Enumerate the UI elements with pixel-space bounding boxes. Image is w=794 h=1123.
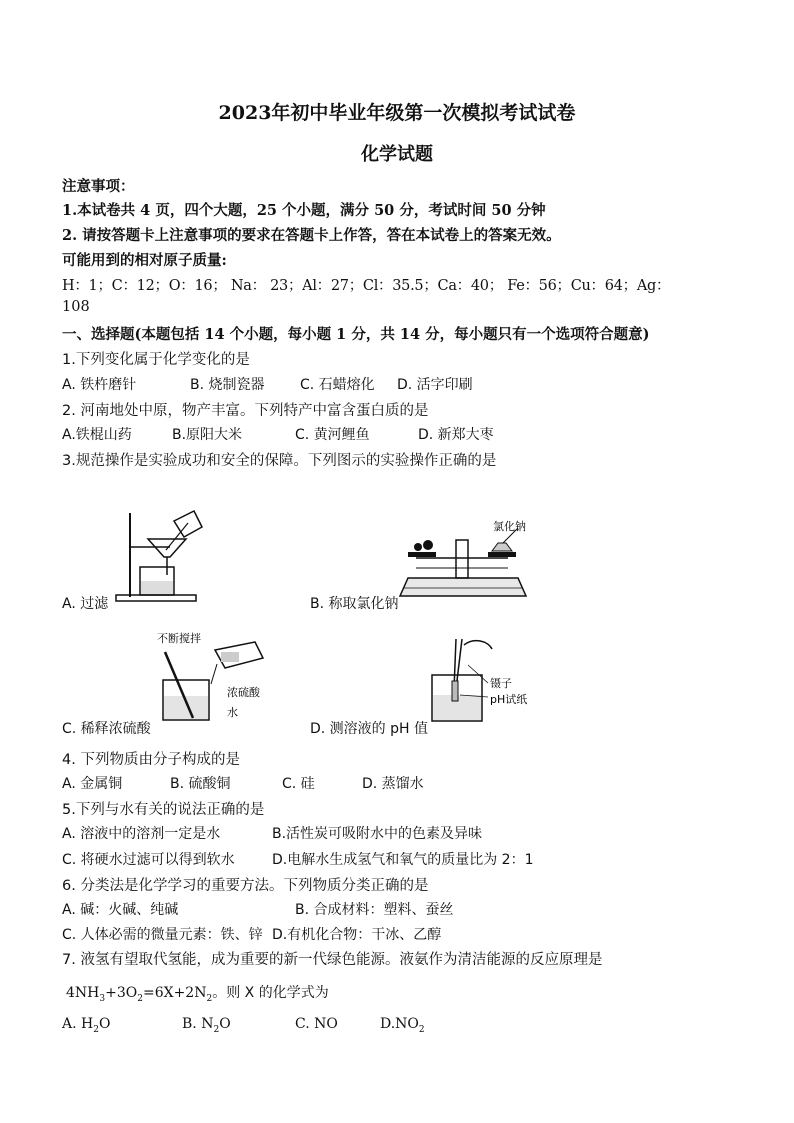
notice-item-2: 2. 请按答题卡上注意事项的要求在答题卡上作答，答在本试卷上的答案无效。 (62, 227, 561, 244)
q6-option-c: C. 人体必需的微量元素：铁、锌 (62, 927, 263, 943)
q4-option-a: A. 金属铜 (62, 776, 123, 792)
q4-stem: 4. 下列物质由分子构成的是 (62, 752, 240, 768)
q5-option-d: D.电解水生成氢气和氧气的质量比为 2：1 (272, 852, 534, 868)
q4-option-d: D. 蒸馏水 (362, 776, 424, 792)
q1-option-b: B. 烧制瓷器 (190, 377, 265, 393)
eq-part-2: +3O (105, 985, 138, 1001)
dilution-diagram (155, 630, 275, 725)
q7-a-pre: A. H (62, 1016, 94, 1032)
q4-option-b: B. 硫酸铜 (170, 776, 231, 792)
q7-d-pre: D.NO (380, 1016, 419, 1032)
atomic-mass-heading: 可能用到的相对原子质量: (62, 252, 227, 269)
q7-b-sub: 2 (213, 1024, 220, 1035)
q7-option-c: C. NO (295, 1016, 338, 1032)
q3-option-b: B. 称取氯化钠 (310, 596, 399, 612)
q2-option-b: B.原阳大米 (172, 427, 243, 443)
q6-stem: 6. 分类法是化学学习的重要方法。下列物质分类正确的是 (62, 878, 429, 894)
q7-option-d (380, 1016, 425, 1035)
exam-subtitle: 化学试题 (361, 144, 433, 165)
exam-title: 2023年初中毕业年级第一次模拟考试试卷 (218, 102, 576, 124)
eq-part-4: 。则 X 的化学式为 (212, 985, 329, 1001)
q3-option-a: A. 过滤 (62, 596, 109, 612)
q7-d-sub: 2 (418, 1024, 425, 1035)
q5-option-b: B.活性炭可吸附水中的色素及异味 (272, 826, 483, 842)
q5-stem: 5.下列与水有关的说法正确的是 (62, 802, 265, 818)
q1-option-d: D. 活字印刷 (397, 377, 473, 393)
q3-option-d: D. 测溶液的 pH 值 (310, 721, 428, 737)
q7-option-b (182, 1016, 231, 1035)
q7-b-post: O (219, 1016, 231, 1032)
q7-b-pre: B. N (182, 1016, 214, 1032)
q3-stem: 3.规范操作是实验成功和安全的保障。下列图示的实验操作正确的是 (62, 453, 497, 469)
q5-option-c: C. 将硬水过滤可以得到软水 (62, 852, 235, 868)
notice-item-1: 1.本试卷共 4 页，四个大题，25 个小题，满分 50 分，考试时间 50 分钟 (62, 202, 546, 219)
eq-part-3: =6X+2N (142, 985, 207, 1001)
eq-sub-3: 2 (206, 993, 213, 1004)
q6-option-a: A. 碱：火碱、纯碱 (62, 902, 179, 918)
q7-a-sub: 2 (93, 1024, 99, 1035)
notice-heading: 注意事项： (62, 178, 135, 195)
q7-a-post: O (98, 1016, 111, 1032)
eq-sub-1: 3 (99, 993, 106, 1004)
balance-diagram (398, 518, 528, 603)
filtration-diagram (110, 505, 210, 605)
atomic-mass-line-2: 108 (62, 299, 90, 315)
atomic-mass-line-1: H：1；C：12；O：16； Na： 23；Al：27；Cl：35.5；Ca：40； Fe：56；Cu：64；Ag： (62, 278, 671, 294)
q1-stem: 1.下列变化属于化学变化的是 (62, 352, 250, 368)
q2-option-c: C. 黄河鲤鱼 (295, 427, 370, 443)
ph-paper-label: pH试纸 (490, 693, 528, 706)
section-1-heading: 一、选择题(本题包括 14 个小题，每小题 1 分，共 14 分，每小题只有一个选项符合题意) (62, 326, 650, 343)
eq-part-1: 4NH (66, 985, 100, 1001)
q7-option-a (62, 1016, 110, 1035)
stir-label: 不断搅拌 (157, 632, 201, 645)
q4-option-c: C. 硅 (282, 776, 315, 792)
q7-equation (66, 982, 329, 1004)
tweezers-label: 镊子 (490, 677, 512, 690)
q3-option-c: C. 稀释浓硫酸 (62, 721, 151, 737)
q2-stem: 2. 河南地处中原，物产丰富。下列特产中富含蛋白质的是 (62, 403, 429, 419)
acid-label: 浓硫酸 (227, 686, 260, 699)
ph-test-diagram (428, 635, 558, 725)
q1-option-a: A. 铁杵磨针 (62, 377, 137, 393)
q7-stem: 7. 液氢有望取代氢能，成为重要的新一代绿色能源。液氨作为清洁能源的反应原理是 (62, 952, 603, 968)
q2-option-a: A.铁棍山药 (62, 427, 132, 443)
q1-option-c: C. 石蜡熔化 (300, 377, 375, 393)
eq-sub-2: 2 (137, 993, 143, 1004)
water-label: 水 (227, 706, 238, 719)
q6-option-d: D.有机化合物：干冰、乙醇 (272, 927, 442, 943)
q6-option-b: B. 合成材料：塑料、蚕丝 (295, 902, 454, 918)
q5-option-a: A. 溶液中的溶剂一定是水 (62, 826, 221, 842)
nacl-label: 氯化钠 (493, 520, 526, 533)
q2-option-d: D. 新郑大枣 (418, 427, 494, 443)
